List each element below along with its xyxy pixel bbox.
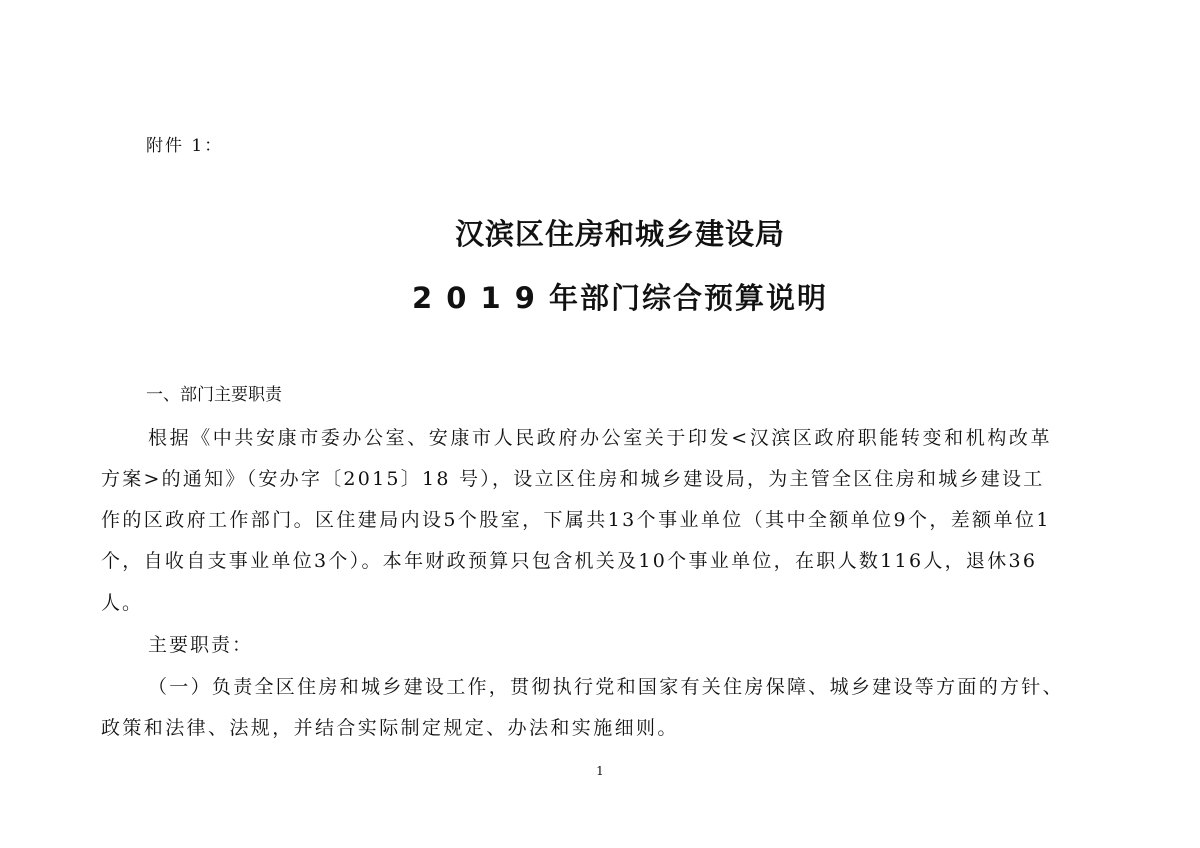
page-number: 1 bbox=[596, 764, 604, 778]
body-paragraph-line: 人。 bbox=[101, 592, 144, 614]
body-paragraph-line: 作的区政府工作部门。区住建局内设5个股室，下属共13个事业单位（其中全额单位9个，差额单位1 bbox=[101, 509, 1051, 531]
duty-item-line: 政策和法律、法规，并结合实际制定规定、办法和实施细则。 bbox=[101, 717, 679, 739]
body-paragraph-line: 根据《中共安康市委办公室、安康市人民政府办公室关于印发<汉滨区政府职能转变和机构改革 bbox=[148, 427, 1053, 449]
document-title-line-1: 汉滨区住房和城乡建设局 bbox=[454, 217, 785, 251]
body-paragraph-line: 个，自收自支事业单位3个）。本年财政预算只包含机关及10个事业单位，在职人数116人，退休36 bbox=[101, 550, 1038, 572]
duty-item-line: （一）负责全区住房和城乡建设工作，贯彻执行党和国家有关住房保障、城乡建设等方面的方针、 bbox=[148, 676, 1064, 698]
duties-label: 主要职责： bbox=[148, 634, 254, 656]
body-paragraph-line: 方案>的通知》（安办字〔2015〕18 号），设立区住房和城乡建设局，为主管全区住房和城乡建设工 bbox=[101, 468, 1045, 490]
attachment-label: 附件 1： bbox=[146, 136, 224, 156]
document-title-line-2: 2 0 1 9 年部门综合预算说明 bbox=[411, 281, 829, 315]
section-heading-main-duties: 一、部门主要职责 bbox=[146, 385, 282, 405]
